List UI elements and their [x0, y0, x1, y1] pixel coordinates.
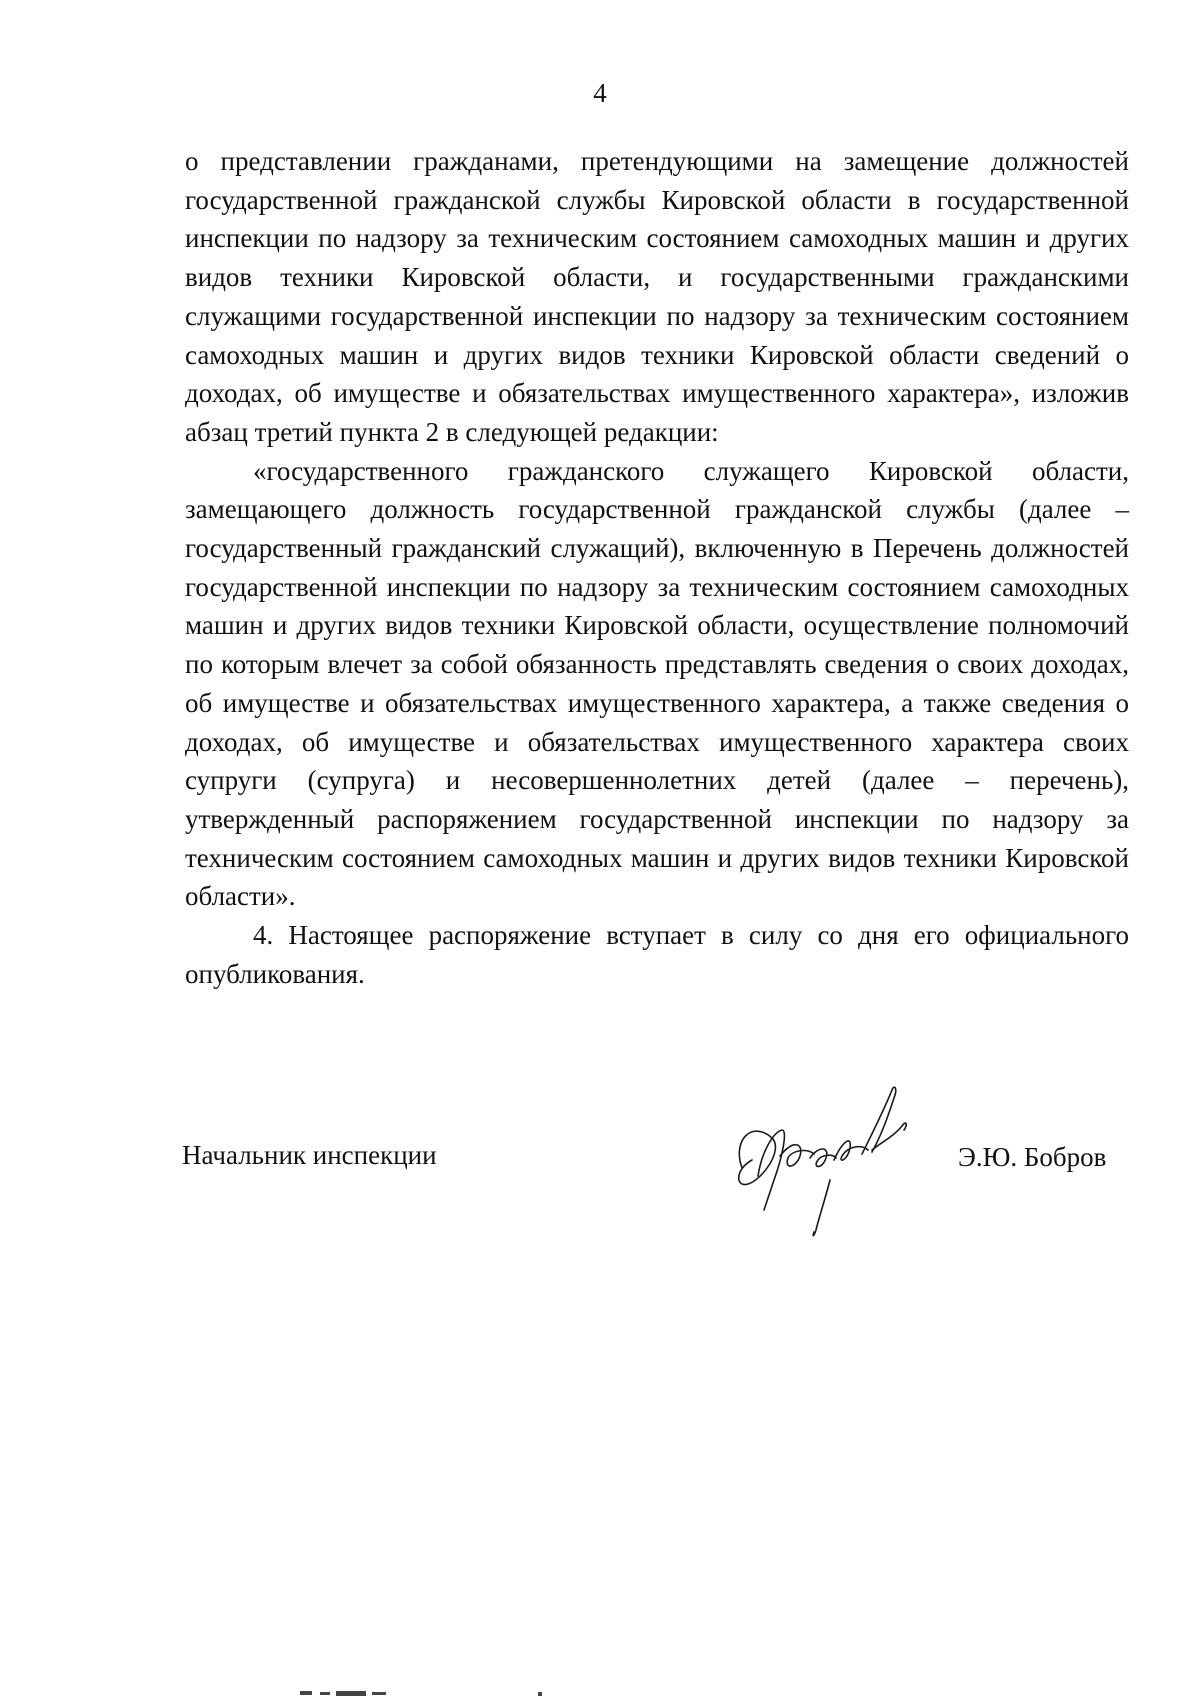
paragraph-quoted-amendment: «государственного гражданского служащего Кировской области, замещающего должность государственной гражданской службы (далее – государственный гражданский служащий), включенную в Перечень должностей государственной инспекции по надзору за техническим состоянием самоходных машин и других видов техники Кировской области, осуществление полномочий по которым влечет за собой обязанность представлять сведения о своих доходах, об имуществе и обязательствах имущественного характера, а также сведения о доходах, об имуществе и обязательствах имущественного характера своих супруги (супруга) и несовершеннолетних детей (далее – перечень), утвержденный распоряжением государственной инспекции по надзору за техническим состоянием самоходных машин и других видов техники Кировской области».: [185, 455, 1129, 912]
signature-block: [0, 1080, 1200, 1240]
document-body: [185, 142, 1129, 993]
signer-position-title: Начальник инспекции: [182, 1140, 437, 1170]
paragraph-continuation: о представлении гражданами, претендующими на замещение должностей государственной гражданской службы Кировской области в государственной инспекции по надзору за техническим состоянием самоходных машин и других видов техники Кировской области, и государственными гражданскими служащими государственной инспекции по надзору за техническим состоянием самоходных машин и других видов техники Кировской области сведений о доходах, об имуществе и обязательствах имущественного характера», изложив абзац третий пункта 2 в следующей редакции:: [185, 146, 1129, 447]
paragraph-item-4: 4. Настоящее распоряжение вступает в силу со дня его официального опубликования.: [185, 920, 1129, 989]
scan-artifact-marks: [300, 1689, 800, 1697]
page-number: 4: [593, 78, 607, 108]
signer-name: Э.Ю. Бобров: [958, 1142, 1107, 1172]
handwritten-signature: [722, 1080, 922, 1240]
